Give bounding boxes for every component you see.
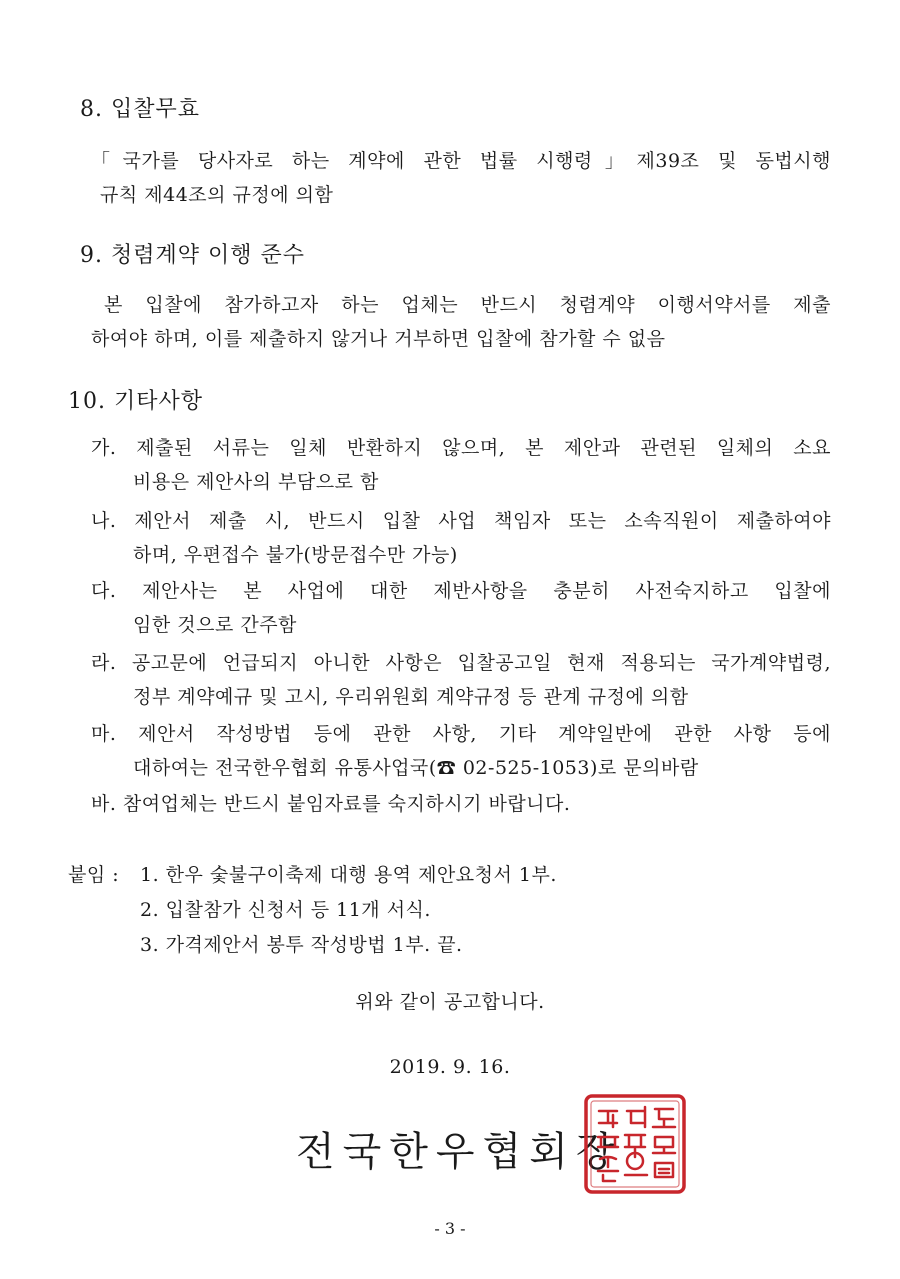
- attachment-item-3: 3. 가격제안서 봉투 작성방법 1부. 끝.: [140, 934, 463, 956]
- section-10-title: 10. 기타사항: [68, 389, 203, 414]
- page-number: - 3 -: [434, 1219, 466, 1238]
- section-9-title: 9. 청렴계약 이행 준수: [80, 243, 305, 268]
- attachments-label: 붙임 :: [68, 864, 120, 886]
- attachment-item-1: 1. 한우 숯불구이축제 대행 용역 제안요청서 1부.: [140, 864, 557, 886]
- closing-statement: 위와 같이 공고합니다.: [355, 991, 545, 1013]
- list-item-ra-line-1: 라. 공고문에 언급되지 아니한 사항은 입찰공고일 현재 적용되는 국가계약법령,: [91, 652, 831, 674]
- section-8-line-1: 「국가를 당사자로 하는 계약에 관한 법률 시행령」제39조 및 동법시행: [91, 150, 831, 172]
- issue-date: 2019. 9. 16.: [389, 1056, 511, 1078]
- section-9-line-2: 하여야 하며, 이를 제출하지 않거나 거부하면 입찰에 참가할 수 없음: [91, 328, 666, 350]
- list-item-ba-line-1: 바. 참여업체는 반드시 붙임자료를 숙지하시기 바랍니다.: [91, 793, 571, 815]
- list-item-ga-line-2: 비용은 제안사의 부담으로 함: [133, 471, 379, 493]
- official-seal-stamp: [583, 1093, 687, 1195]
- list-item-ma-line-1: 마. 제안서 작성방법 등에 관한 사항, 기타 계약일반에 관한 사항 등에: [91, 723, 831, 745]
- list-item-ga-line-1: 가. 제출된 서류는 일체 반환하지 않으며, 본 제안과 관련된 일체의 소요: [91, 437, 831, 459]
- list-item-ra-line-2: 정부 계약예규 및 고시, 우리위원회 계약규정 등 관계 규정에 의함: [133, 686, 689, 708]
- attachment-item-2: 2. 입찰참가 신청서 등 11개 서식.: [140, 899, 431, 921]
- list-item-da-line-1: 다. 제안사는 본 사업에 대한 제반사항을 충분히 사전숙지하고 입찰에: [91, 580, 831, 602]
- section-8-line-2: 규칙 제44조의 규정에 의함: [100, 184, 334, 206]
- section-9-line-1: 본 입찰에 참가하고자 하는 업체는 반드시 청렴계약 이행서약서를 제출: [104, 294, 831, 316]
- list-item-ma-line-2: 대하여는 전국한우협회 유통사업국(☎ 02-525-1053)로 문의바람: [133, 757, 699, 779]
- signature-name: 전국한우협회장: [296, 1129, 623, 1175]
- list-item-na-line-1: 나. 제안서 제출 시, 반드시 입찰 사업 책임자 또는 소속직원이 제출하여야: [91, 510, 831, 532]
- list-item-na-line-2: 하며, 우편접수 불가(방문접수만 가능): [133, 544, 458, 566]
- list-item-da-line-2: 임한 것으로 간주함: [133, 614, 297, 636]
- section-8-title: 8. 입찰무효: [80, 97, 200, 122]
